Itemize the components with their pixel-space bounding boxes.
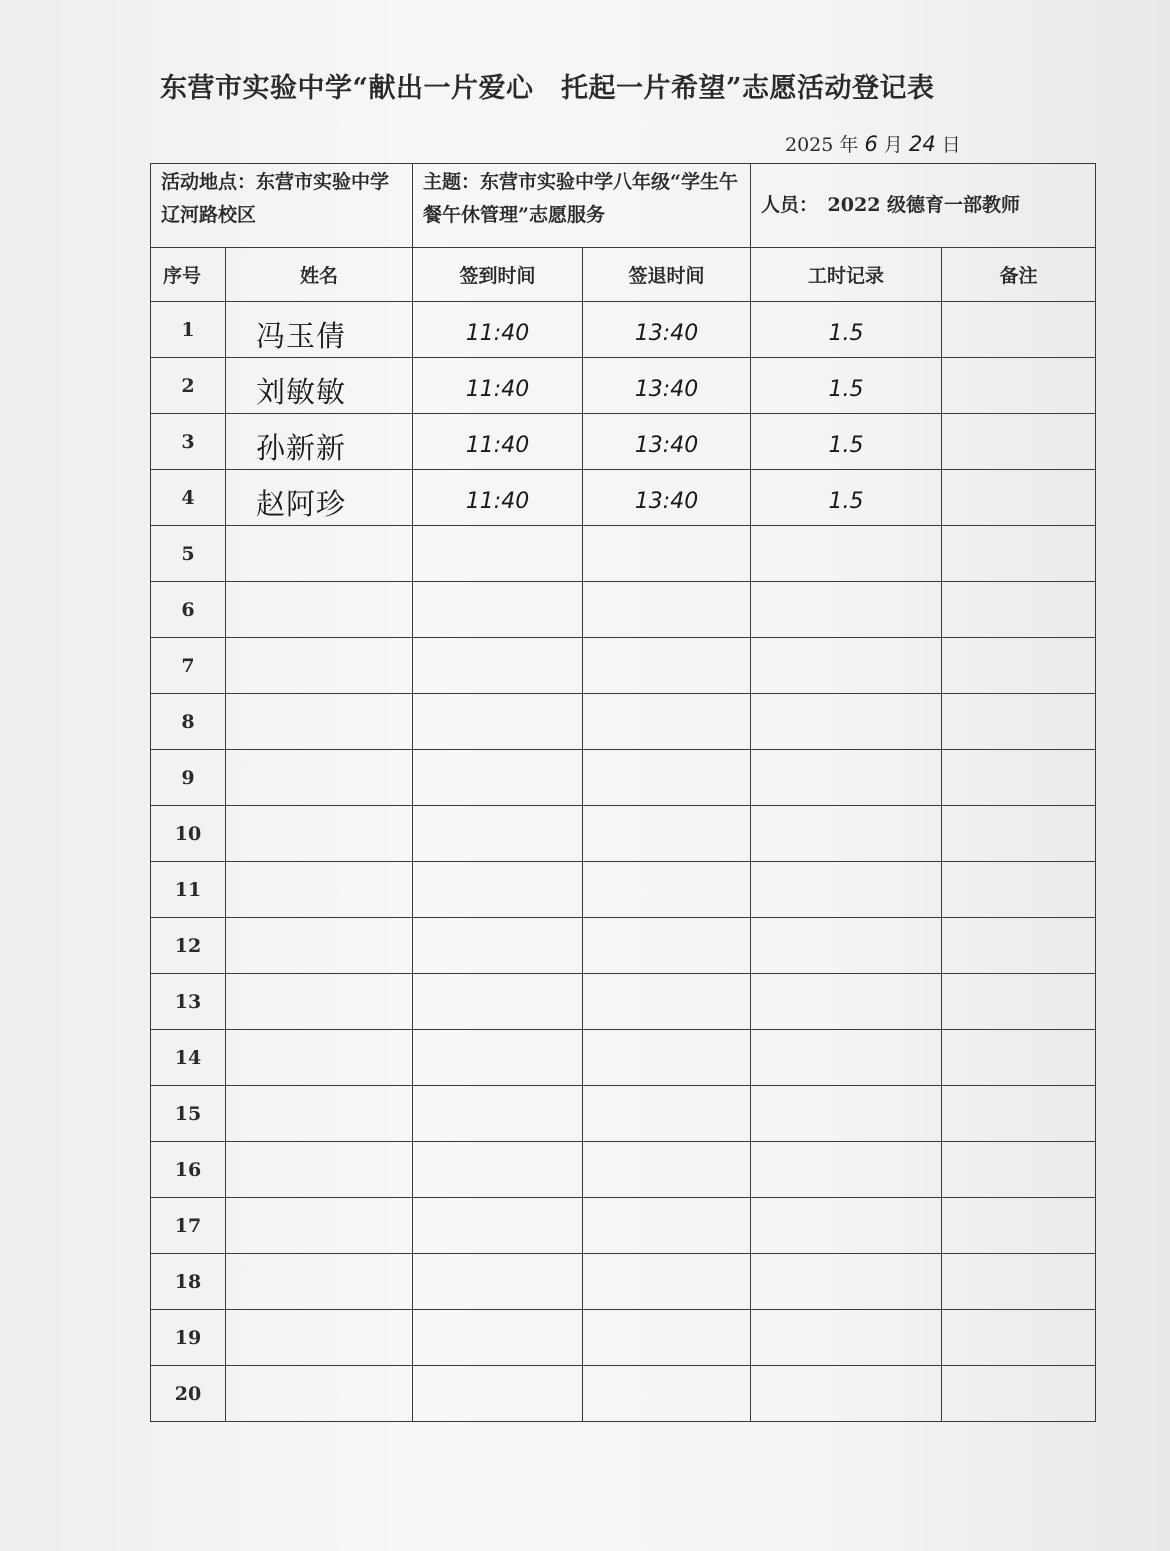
remark-cell <box>942 1142 1096 1198</box>
seq-cell: 7 <box>151 638 226 694</box>
seq-cell: 1 <box>151 302 226 358</box>
sign-out-cell <box>583 526 751 582</box>
name-cell: 刘敏敏 <box>226 358 413 414</box>
hours-cell <box>751 918 942 974</box>
table-row <box>151 358 1096 414</box>
remark-cell <box>942 526 1096 582</box>
sign-out-cell: 13:40 <box>583 414 751 470</box>
table-row <box>151 414 1096 470</box>
sign-in-cell: 11:40 <box>413 470 583 526</box>
sign-in-cell <box>413 974 583 1030</box>
name-cell <box>226 638 413 694</box>
info-row <box>151 164 1096 248</box>
sign-out-cell <box>583 1142 751 1198</box>
sign-out-cell <box>583 806 751 862</box>
table-row <box>151 862 1096 918</box>
seq-cell: 3 <box>151 414 226 470</box>
table-row <box>151 1030 1096 1086</box>
sign-out-cell <box>583 750 751 806</box>
people-cell: 人员： 2022 级德育一部教师 <box>751 164 1096 248</box>
table-row <box>151 694 1096 750</box>
remark-cell <box>942 470 1096 526</box>
hours-cell: 1.5 <box>751 414 942 470</box>
sign-in-cell <box>413 918 583 974</box>
remark-cell <box>942 806 1096 862</box>
date-day: 24 <box>908 132 936 156</box>
table-row <box>151 1310 1096 1366</box>
hours-cell <box>751 638 942 694</box>
sign-in-cell <box>413 1142 583 1198</box>
table-row <box>151 974 1096 1030</box>
seq-cell: 9 <box>151 750 226 806</box>
sign-out-cell <box>583 694 751 750</box>
hours-cell <box>751 582 942 638</box>
name-cell <box>226 806 413 862</box>
remark-cell <box>942 1254 1096 1310</box>
table-row <box>151 1142 1096 1198</box>
name-cell <box>226 526 413 582</box>
name-cell <box>226 1310 413 1366</box>
sign-in-cell <box>413 862 583 918</box>
seq-cell: 5 <box>151 526 226 582</box>
table-row <box>151 302 1096 358</box>
name-cell <box>226 1198 413 1254</box>
name-cell: 赵阿珍 <box>226 470 413 526</box>
seq-cell: 20 <box>151 1366 226 1422</box>
hours-cell <box>751 1366 942 1422</box>
seq-cell: 8 <box>151 694 226 750</box>
name-cell <box>226 1366 413 1422</box>
date-day-char: 日 <box>941 134 961 156</box>
sign-in-cell: 11:40 <box>413 414 583 470</box>
sign-out-cell <box>583 1254 751 1310</box>
hours-cell <box>751 1254 942 1310</box>
remark-cell <box>942 862 1096 918</box>
header-sign-out: 签退时间 <box>583 248 751 302</box>
sign-out-cell <box>583 582 751 638</box>
sign-out-cell <box>583 638 751 694</box>
sign-out-cell: 13:40 <box>583 302 751 358</box>
seq-cell: 18 <box>151 1254 226 1310</box>
sign-out-cell <box>583 918 751 974</box>
name-cell <box>226 750 413 806</box>
date-month-char: 月 <box>883 134 903 156</box>
name-cell <box>226 1086 413 1142</box>
hours-cell <box>751 694 942 750</box>
sign-out-cell <box>583 1030 751 1086</box>
sign-out-cell <box>583 1198 751 1254</box>
seq-cell: 13 <box>151 974 226 1030</box>
remark-cell <box>942 918 1096 974</box>
sign-in-cell <box>413 582 583 638</box>
name-cell <box>226 1142 413 1198</box>
hours-cell <box>751 750 942 806</box>
name-cell: 孙新新 <box>226 414 413 470</box>
theme-cell: 主题：东营市实验中学八年级“学生午餐午休管理”志愿服务 <box>413 164 751 248</box>
name-cell <box>226 862 413 918</box>
table-row <box>151 470 1096 526</box>
hours-cell <box>751 806 942 862</box>
sign-in-cell <box>413 806 583 862</box>
sign-in-cell <box>413 1030 583 1086</box>
sign-out-cell <box>583 1086 751 1142</box>
table-row <box>151 526 1096 582</box>
registration-table <box>150 163 1096 1422</box>
hours-cell <box>751 1030 942 1086</box>
table-row <box>151 1086 1096 1142</box>
name-cell <box>226 694 413 750</box>
name-cell <box>226 1030 413 1086</box>
table-row <box>151 1366 1096 1422</box>
remark-cell <box>942 582 1096 638</box>
hours-cell <box>751 1142 942 1198</box>
hours-cell <box>751 1198 942 1254</box>
location-cell: 活动地点：东营市实验中学辽河路校区 <box>151 164 413 248</box>
remark-cell <box>942 638 1096 694</box>
table-row <box>151 918 1096 974</box>
hours-cell: 1.5 <box>751 302 942 358</box>
hours-cell <box>751 862 942 918</box>
remark-cell <box>942 1366 1096 1422</box>
sign-in-cell <box>413 1366 583 1422</box>
seq-cell: 12 <box>151 918 226 974</box>
header-sign-in: 签到时间 <box>413 248 583 302</box>
table-row <box>151 1198 1096 1254</box>
remark-cell <box>942 1086 1096 1142</box>
sign-in-cell <box>413 1310 583 1366</box>
remark-cell <box>942 1310 1096 1366</box>
header-hours: 工时记录 <box>751 248 942 302</box>
seq-cell: 6 <box>151 582 226 638</box>
seq-cell: 19 <box>151 1310 226 1366</box>
remark-cell <box>942 1030 1096 1086</box>
table-row <box>151 1254 1096 1310</box>
seq-cell: 16 <box>151 1142 226 1198</box>
table-row <box>151 582 1096 638</box>
hours-cell <box>751 1086 942 1142</box>
sign-out-cell: 13:40 <box>583 470 751 526</box>
name-cell: 冯玉倩 <box>226 302 413 358</box>
sign-in-cell <box>413 1086 583 1142</box>
form-date <box>785 130 961 157</box>
date-month: 6 <box>864 132 878 156</box>
seq-cell: 17 <box>151 1198 226 1254</box>
remark-cell <box>942 358 1096 414</box>
sign-in-cell <box>413 526 583 582</box>
hours-cell <box>751 974 942 1030</box>
header-seq: 序号 <box>151 248 226 302</box>
seq-cell: 15 <box>151 1086 226 1142</box>
hours-cell: 1.5 <box>751 358 942 414</box>
name-cell <box>226 918 413 974</box>
sign-in-cell <box>413 638 583 694</box>
sign-out-cell <box>583 1310 751 1366</box>
remark-cell <box>942 302 1096 358</box>
date-year-char: 年 <box>839 134 859 156</box>
sign-in-cell: 11:40 <box>413 302 583 358</box>
seq-cell: 4 <box>151 470 226 526</box>
remark-cell <box>942 750 1096 806</box>
header-row <box>151 248 1096 302</box>
date-year: 2025 <box>785 134 834 156</box>
sign-out-cell <box>583 1366 751 1422</box>
form-title: 东营市实验中学“献出一片爱心 托起一片希望”志愿活动登记表 <box>160 73 935 104</box>
sign-out-cell <box>583 974 751 1030</box>
sign-in-cell: 11:40 <box>413 358 583 414</box>
seq-cell: 2 <box>151 358 226 414</box>
hours-cell: 1.5 <box>751 470 942 526</box>
table-row <box>151 750 1096 806</box>
name-cell <box>226 582 413 638</box>
name-cell <box>226 1254 413 1310</box>
seq-cell: 14 <box>151 1030 226 1086</box>
sign-in-cell <box>413 1254 583 1310</box>
remark-cell <box>942 694 1096 750</box>
sign-in-cell <box>413 1198 583 1254</box>
remark-cell <box>942 414 1096 470</box>
table-row <box>151 638 1096 694</box>
hours-cell <box>751 1310 942 1366</box>
sign-in-cell <box>413 694 583 750</box>
header-name: 姓名 <box>226 248 413 302</box>
header-remark: 备注 <box>942 248 1096 302</box>
sign-out-cell: 13:40 <box>583 358 751 414</box>
seq-cell: 10 <box>151 806 226 862</box>
sign-out-cell <box>583 862 751 918</box>
name-cell <box>226 974 413 1030</box>
hours-cell <box>751 526 942 582</box>
remark-cell <box>942 1198 1096 1254</box>
remark-cell <box>942 974 1096 1030</box>
seq-cell: 11 <box>151 862 226 918</box>
table-row <box>151 806 1096 862</box>
sign-in-cell <box>413 750 583 806</box>
